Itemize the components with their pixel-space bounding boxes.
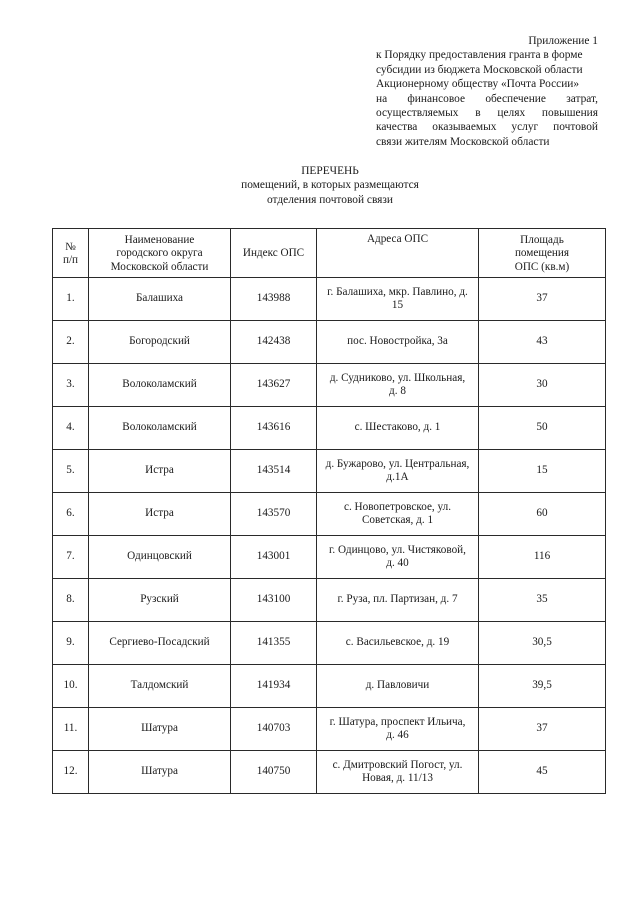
address-line: д. 40 xyxy=(386,557,409,569)
post-office-address xyxy=(317,708,479,751)
table-row xyxy=(53,321,606,364)
postal-index: 143570 xyxy=(231,493,317,536)
premises-area: 37 xyxy=(479,708,606,751)
title-line: отделения почтовой связи xyxy=(266,193,394,206)
table-row xyxy=(53,450,606,493)
row-number: 4. xyxy=(53,407,89,450)
row-number: 5. xyxy=(53,450,89,493)
district-name: Балашиха xyxy=(89,278,231,321)
post-office-address xyxy=(317,321,479,364)
address-line: д. Павловичи xyxy=(365,679,430,692)
address-line: г. Одинцово, ул. Чистяковой, xyxy=(329,543,466,556)
appendix-line: качества оказываемых услуг почтовой xyxy=(376,121,598,134)
row-number: 12. xyxy=(53,751,89,794)
post-office-address xyxy=(317,751,479,794)
district-name: Богородский xyxy=(89,321,231,364)
postal-index: 143988 xyxy=(231,278,317,321)
premises-area: 45 xyxy=(479,751,606,794)
premises-area: 15 xyxy=(479,450,606,493)
row-number: 7. xyxy=(53,536,89,579)
premises-area: 116 xyxy=(479,536,606,579)
premises-area: 50 xyxy=(479,407,606,450)
postal-index: 143616 xyxy=(231,407,317,450)
address-line: д. 46 xyxy=(386,729,409,741)
address-line: пос. Новостройка, 3а xyxy=(347,335,448,348)
row-number: 3. xyxy=(53,364,89,407)
post-office-address xyxy=(317,278,479,321)
post-office-address xyxy=(317,622,479,665)
header-name-line: Московской области xyxy=(110,260,209,273)
post-office-address xyxy=(317,407,479,450)
appendix-line: субсидии из бюджета Московской области xyxy=(376,63,583,76)
premises-area: 30 xyxy=(479,364,606,407)
address-line: г. Балашиха, мкр. Павлино, д. xyxy=(327,285,468,298)
district-name: Талдомский xyxy=(89,665,231,708)
district-name: Шатура xyxy=(89,708,231,751)
post-office-address xyxy=(317,493,479,536)
document-title xyxy=(200,164,460,207)
title-heading: ПЕРЕЧЕНЬ xyxy=(301,165,359,177)
table-row xyxy=(53,751,606,794)
row-number: 11. xyxy=(53,708,89,751)
appendix-line: связи жителям Московской области xyxy=(376,135,550,148)
table-row xyxy=(53,622,606,665)
table-row xyxy=(53,407,606,450)
post-office-address xyxy=(317,450,479,493)
address-line: д. 8 xyxy=(389,385,406,397)
table-header-row xyxy=(53,229,606,278)
district-name: Одинцовский xyxy=(89,536,231,579)
premises-area: 35 xyxy=(479,579,606,622)
district-name: Сергиево-Посадский xyxy=(89,622,231,665)
address-line: 15 xyxy=(391,299,404,311)
district-name: Шатура xyxy=(89,751,231,794)
header-name-line: городского округа xyxy=(116,247,203,260)
table-body xyxy=(53,278,606,794)
address-line: Новая, д. 11/13 xyxy=(362,772,433,784)
address-line: г. Руза, пл. Партизан, д. 7 xyxy=(337,593,458,606)
header-area xyxy=(479,229,606,278)
district-name: Истра xyxy=(89,493,231,536)
address-line: д. Судниково, ул. Школьная, xyxy=(329,371,466,384)
row-number: 6. xyxy=(53,493,89,536)
postal-index: 143100 xyxy=(231,579,317,622)
header-num-line: п/п xyxy=(62,254,79,266)
address-line: с. Васильевское, д. 19 xyxy=(345,636,450,649)
postal-index: 140703 xyxy=(231,708,317,751)
district-name: Волоколамский xyxy=(89,407,231,450)
header-num-line: № xyxy=(65,240,76,253)
postal-index: 143001 xyxy=(231,536,317,579)
address-line: с. Дмитровский Погост, ул. xyxy=(332,758,463,771)
postal-index: 142438 xyxy=(231,321,317,364)
appendix-note xyxy=(376,34,598,149)
appendix-line: на финансовое обеспечение затрат, xyxy=(376,92,598,105)
district-name: Волоколамский xyxy=(89,364,231,407)
address-line: д. Бужарово, ул. Центральная, xyxy=(325,457,470,470)
table-row xyxy=(53,493,606,536)
row-number: 1. xyxy=(53,278,89,321)
title-line: помещений, в которых размещаются xyxy=(241,179,419,192)
table-row xyxy=(53,278,606,321)
premises-area: 60 xyxy=(479,493,606,536)
header-index: Индекс ОПС xyxy=(231,229,317,278)
district-name: Рузский xyxy=(89,579,231,622)
postal-index: 140750 xyxy=(231,751,317,794)
appendix-line: осуществляемых в целях повышения xyxy=(376,107,598,120)
premises-area: 43 xyxy=(479,321,606,364)
post-office-address xyxy=(317,579,479,622)
table-row xyxy=(53,364,606,407)
header-address: Адреса ОПС xyxy=(317,229,479,278)
row-number: 2. xyxy=(53,321,89,364)
appendix-line: Приложение 1 xyxy=(528,35,598,47)
postal-index: 141355 xyxy=(231,622,317,665)
address-line: с. Новопетровское, ул. xyxy=(343,500,452,513)
appendix-line: к Порядку предоставления гранта в форме xyxy=(376,49,583,62)
post-office-address xyxy=(317,364,479,407)
header-name xyxy=(89,229,231,278)
address-line: с. Шестаково, д. 1 xyxy=(354,421,441,434)
table-row xyxy=(53,579,606,622)
premises-area: 39,5 xyxy=(479,665,606,708)
postal-index: 143627 xyxy=(231,364,317,407)
row-number: 9. xyxy=(53,622,89,665)
header-area-line: ОПС (кв.м) xyxy=(514,260,570,273)
row-number: 10. xyxy=(53,665,89,708)
table-row xyxy=(53,708,606,751)
district-name: Истра xyxy=(89,450,231,493)
header-name-line: Наименование xyxy=(124,233,195,246)
premises-area: 37 xyxy=(479,278,606,321)
header-area-line: Площадь xyxy=(520,233,564,246)
row-number: 8. xyxy=(53,579,89,622)
table-row xyxy=(53,665,606,708)
postal-index: 141934 xyxy=(231,665,317,708)
postal-index: 143514 xyxy=(231,450,317,493)
header-num xyxy=(53,229,89,278)
table-row xyxy=(53,536,606,579)
premises-area: 30,5 xyxy=(479,622,606,665)
address-line: Советская, д. 1 xyxy=(361,514,434,526)
premises-table xyxy=(52,228,606,794)
address-line: г. Шатура, проспект Ильича, xyxy=(329,715,466,728)
appendix-line: Акционерному обществу «Почта России» xyxy=(376,78,580,91)
post-office-address xyxy=(317,665,479,708)
post-office-address xyxy=(317,536,479,579)
header-area-line: помещения xyxy=(514,247,570,260)
address-line: д.1А xyxy=(386,471,409,483)
